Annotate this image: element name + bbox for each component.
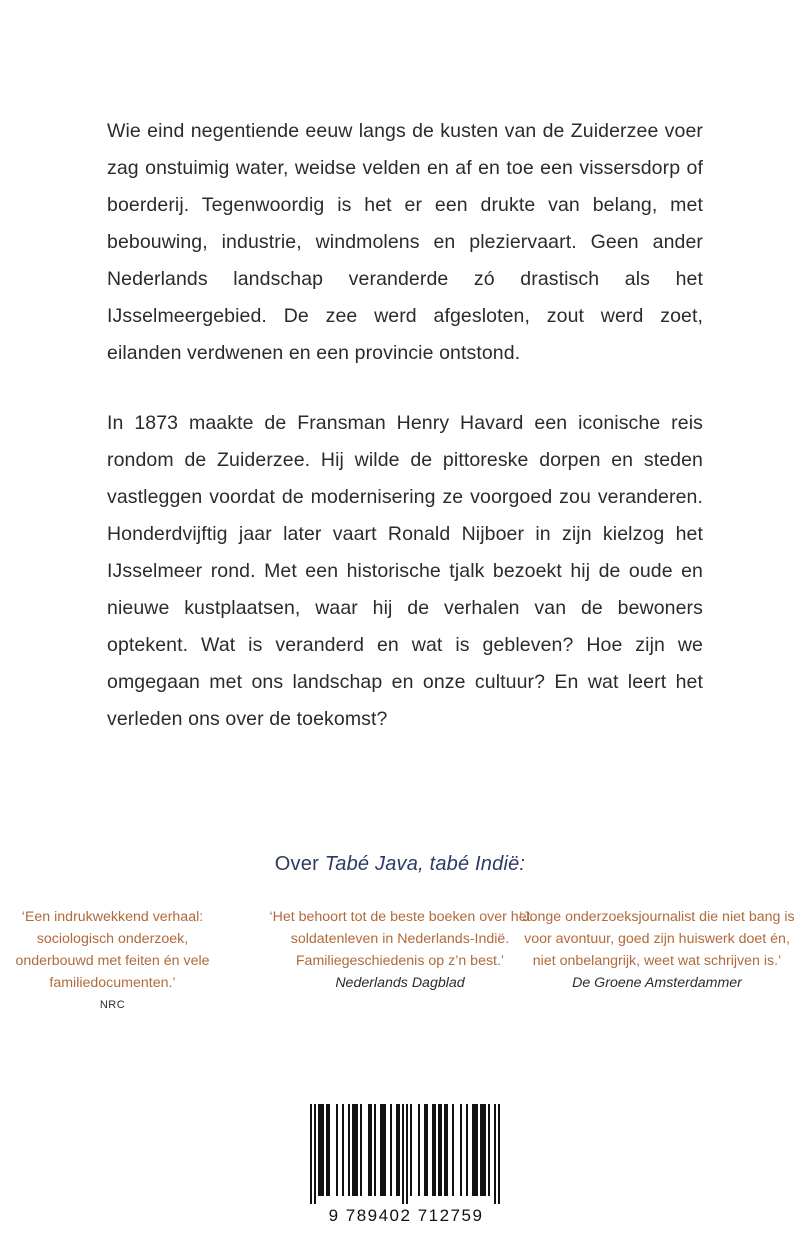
barcode-bar: [476, 1104, 478, 1196]
reviews-heading-suffix: :: [519, 853, 526, 875]
barcode-bar: [498, 1104, 500, 1204]
barcode-bar: [356, 1104, 358, 1196]
barcode-bar: [336, 1104, 338, 1196]
barcode-bar: [342, 1104, 344, 1196]
barcode-bar: [460, 1104, 462, 1196]
review-quote-source: Nederlands Dagblad: [335, 975, 465, 991]
barcode-bar: [418, 1104, 420, 1196]
barcode-bar: [444, 1104, 446, 1196]
review-quote-2: [268, 906, 532, 994]
barcode-bar: [320, 1104, 322, 1196]
barcode-bar: [370, 1104, 372, 1196]
review-quote-3: [512, 906, 800, 994]
review-quote-text: ‘Het behoort tot de beste boeken over het soldatenleven in Nederlands-Indië. Familiegeschiedenis op z’n best.’: [269, 909, 531, 969]
review-quote-1: [0, 906, 225, 1016]
barcode-bar: [426, 1104, 428, 1196]
barcode-bar: [326, 1104, 328, 1196]
barcode-bar: [438, 1104, 440, 1196]
isbn-number: 9 789402 712759: [328, 1206, 484, 1225]
barcode-bar: [434, 1104, 436, 1196]
review-quote-text: ‘Jonge onderzoeksjournalist die niet bang is voor avontuur, goed zijn huiswerk doet én, niet onbelangrijk, weet wat schrijven is.’: [519, 909, 795, 969]
isbn-barcode: [302, 1104, 510, 1228]
barcode-bar: [354, 1104, 356, 1196]
barcode-bar: [410, 1104, 412, 1196]
review-quote-source: NRC: [99, 999, 126, 1011]
barcode-bar: [482, 1104, 484, 1196]
reviews-heading-prefix: Over: [274, 853, 325, 875]
barcode-bar: [474, 1104, 476, 1196]
barcode-bar: [360, 1104, 362, 1196]
barcode-bar: [380, 1104, 382, 1196]
reviews-heading: [0, 853, 800, 876]
barcode-bar: [466, 1104, 468, 1196]
review-quote-text: ‘Een indrukwekkend verhaal: sociologisch onderzoek, onderbouwd met feiten én vele familiedocumenten.’: [15, 909, 210, 991]
review-quote-source: De Groene Amsterdammer: [572, 975, 742, 991]
barcode-bar: [384, 1104, 386, 1196]
barcode-bar: [314, 1104, 316, 1204]
barcode-bar: [424, 1104, 426, 1196]
barcode-bar: [396, 1104, 398, 1196]
blurb-paragraph-1: Wie eind negentiende eeuw langs de kusten van de Zuiderzee voer zag onstuimig water, weidse velden en af en toe een vissersdorp of boerderij. Tegenwoordig is het er een drukte van belang, met bebouwing, industrie, windmolens en pleziervaart. Geen ander Nederlands landschap veranderde zó drastisch als het IJsselmeergebied. De zee werd afgesloten, zout werd zoet, eilanden verdwenen en een provincie ontstond.: [107, 120, 703, 364]
barcode-bar: [440, 1104, 442, 1196]
barcode-bar: [452, 1104, 454, 1196]
barcode-bar: [398, 1104, 400, 1196]
barcode-bar: [472, 1104, 474, 1196]
barcode-bar: [310, 1104, 312, 1204]
barcode-bar: [406, 1104, 408, 1204]
barcode-bar: [322, 1104, 324, 1196]
barcode-bar: [432, 1104, 434, 1196]
barcode-bar: [484, 1104, 486, 1196]
barcode-bar: [480, 1104, 482, 1196]
barcode-bar: [446, 1104, 448, 1196]
previous-book-title: Tabé Java, tabé Indië: [324, 853, 520, 875]
barcode-bar: [488, 1104, 490, 1196]
barcode-bar: [374, 1104, 376, 1196]
barcode-bar: [328, 1104, 330, 1196]
barcode-bar: [382, 1104, 384, 1196]
barcode-bars: [302, 1104, 510, 1204]
blurb-paragraph-2: In 1873 maakte de Fransman Henry Havard een iconische reis rondom de Zuiderzee. Hij wilde de pittoreske dorpen en steden vastleggen voordat de modernisering ze voorgoed zou veranderen. Honderdvijftig jaar later vaart Ronald Nijboer in zijn kielzog het IJsselmeer rond. Met een historische tjalk bezoekt hij de oude en nieuwe kustplaatsen, waar hij de verhalen van de bewoners optekent. Wat is veranderd en wat is gebleven? Hoe zijn we omgegaan met ons landschap en onze cultuur? En wat leert het verleden ons over de toekomst?: [107, 412, 703, 730]
barcode-bar: [348, 1104, 350, 1196]
barcode-bar: [402, 1104, 404, 1204]
barcode-bar: [352, 1104, 354, 1196]
barcode-bar: [318, 1104, 320, 1196]
barcode-bar: [368, 1104, 370, 1196]
barcode-bar: [390, 1104, 392, 1196]
barcode-bar: [494, 1104, 496, 1204]
